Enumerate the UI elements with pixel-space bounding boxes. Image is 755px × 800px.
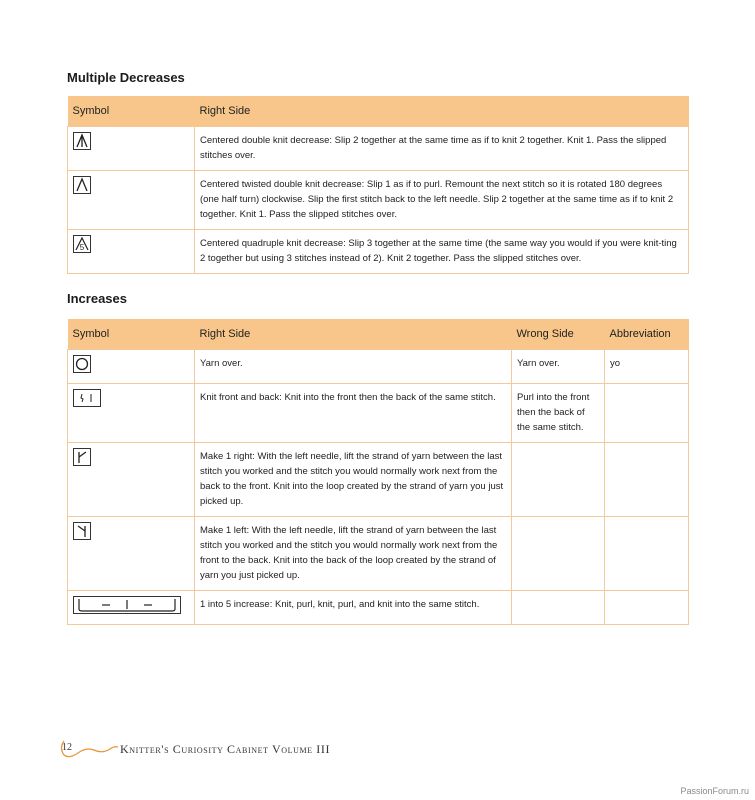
wrong-side-cell xyxy=(512,591,605,625)
knit-front-back-icon xyxy=(73,389,101,407)
symbol-cell xyxy=(68,384,195,443)
yarn-over-icon xyxy=(73,355,91,373)
table-row xyxy=(68,350,689,384)
abbreviation-cell xyxy=(605,591,689,625)
table-row xyxy=(68,171,689,230)
right-side-cell: Centered quadruple knit decrease: Slip 3 together at the same time (the same way you would if you were knit-ting 2 together but using 3 stitches instead of 2). Knit 2 together. Pass the slipped stitches over. xyxy=(195,230,689,274)
abbreviation-cell xyxy=(605,443,689,517)
table-row xyxy=(68,127,689,171)
column-header-wrong-side: Wrong Side xyxy=(512,319,605,350)
symbol-cell xyxy=(68,443,195,517)
page-number: 12 xyxy=(62,742,72,753)
twisted-double-decrease-icon xyxy=(73,176,91,194)
column-header-right-side: Right Side xyxy=(195,96,689,127)
table-row xyxy=(68,443,689,517)
symbol-cell xyxy=(68,517,195,591)
right-side-cell: Knit front and back: Knit into the front then the back of the same stitch. xyxy=(195,384,512,443)
wrong-side-cell xyxy=(512,517,605,591)
symbol-cell xyxy=(68,230,195,274)
abbreviation-cell xyxy=(605,517,689,591)
decrease-count-label: 5 xyxy=(79,243,85,252)
table-header-row xyxy=(68,319,689,350)
quadruple-decrease-icon xyxy=(73,235,91,253)
symbol-cell xyxy=(68,591,195,625)
right-side-cell: Make 1 left: With the left needle, lift the strand of yarn between the last stitch you worked and the stitch you would normally work next from the front to the back. Knit into the back of the loop created by the strand of yarn you just picked up. xyxy=(195,517,512,591)
wrong-side-cell: Yarn over. xyxy=(512,350,605,384)
centered-double-decrease-icon xyxy=(73,132,91,150)
table-row xyxy=(68,591,689,625)
right-side-cell: Make 1 right: With the left needle, lift the strand of yarn between the last stitch you worked and the stitch you would normally work next from the back to the front. Knit into the loop created by the strand of yarn you just picked up. xyxy=(195,443,512,517)
column-header-symbol: Symbol xyxy=(68,96,195,127)
column-header-right-side: Right Side xyxy=(195,319,512,350)
symbol-cell xyxy=(68,350,195,384)
column-header-symbol: Symbol xyxy=(68,319,195,350)
one-into-five-increase-icon xyxy=(73,596,181,614)
right-side-cell: Centered twisted double knit decrease: Slip 1 as if to purl. Remount the next stitch so it is rotated 180 degrees (one half turn) clockwise. Slip the first stitch back to the left needle. Slip 2 together at the same time as if to knit 2 together. Knit 1. Pass the slipped stitches over. xyxy=(195,171,689,230)
wrong-side-cell: Purl into the front then the back of the same stitch. xyxy=(512,384,605,443)
symbol-cell xyxy=(68,171,195,230)
wrong-side-cell xyxy=(512,443,605,517)
increases-table xyxy=(67,319,689,625)
right-side-cell: Yarn over. xyxy=(195,350,512,384)
column-header-abbreviation: Abbreviation xyxy=(605,319,689,350)
decreases-table xyxy=(67,96,689,274)
table-header-row xyxy=(68,96,689,127)
make-one-right-icon xyxy=(73,448,91,466)
book-title: Knitter's Curiosity Cabinet Volume III xyxy=(120,742,331,756)
right-side-cell: 1 into 5 increase: Knit, purl, knit, purl, and knit into the same stitch. xyxy=(195,591,512,625)
right-side-cell: Centered double knit decrease: Slip 2 together at the same time as if to knit 2 together. Knit 1. Pass the slipped stitches over. xyxy=(195,127,689,171)
table-row xyxy=(68,230,689,274)
table-row xyxy=(68,384,689,443)
abbreviation-cell: yo xyxy=(605,350,689,384)
section-title-decreases: Multiple Decreases xyxy=(67,70,185,85)
section-title-increases: Increases xyxy=(67,291,127,306)
make-one-left-icon xyxy=(73,522,91,540)
abbreviation-cell xyxy=(605,384,689,443)
symbol-cell xyxy=(68,127,195,171)
watermark: PassionForum.ru xyxy=(680,786,749,796)
table-row xyxy=(68,517,689,591)
